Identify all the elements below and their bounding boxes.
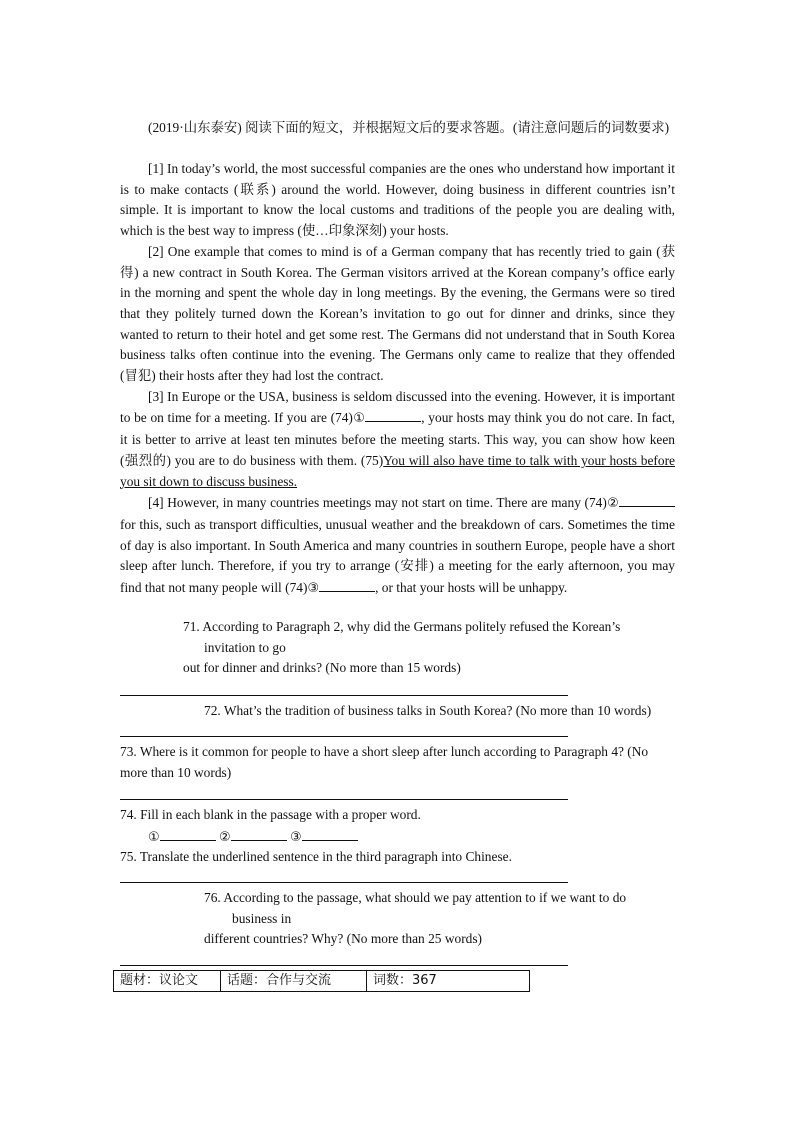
answer-line-71[interactable] xyxy=(120,695,568,696)
paragraph-1: [1] In today’s world, the most successful companies are the ones who understand how important it is to make contacts (联系) around the world. However, doing business in different countries isn’t simple. It is important to know the local customs and traditions of the people you are dealing with, which is the best way to impress (使…印象深刻) your hosts. xyxy=(120,161,675,239)
genre-cell: 题材：议论文 xyxy=(114,971,221,991)
word-count-cell: 词数：367 xyxy=(373,973,437,988)
question-74-blanks: ① ② ③ xyxy=(148,826,448,849)
topic-cell: 话题：合作与交流 xyxy=(221,971,367,991)
paragraph-2: [2] One example that comes to mind is of a German company that has recently tried to gain (获得) a new contract in South Korea. The German visitors arrived at the Korean company’s office early in the morning and spent the whole day in long meetings. By the evening, the Germans were so tired that they politely turned down the Korean’s invitation to go out for dinner and drinks, since they wanted to return to their hotel and get some rest. The Germans did not understand that in South Korea business talks often continue into the evening. The Germans only came to realize that they offended (冒犯) their hosts after they had lost the contract. xyxy=(120,243,675,384)
paragraph-4: [4] However, in many countries meetings may not start on time. There are many (74)② for this, such as transport difficulties, unusual weather and the breakdown of cars. Sometimes the time of day is also important. In South America and many countries in southern Europe, people have a short sleep after lunch. Therefore, if you try to arrange (安排) a meeting for the early afternoon, you may find that not many people will (74)③ , or that your hosts will be unhappy. xyxy=(120,492,675,600)
question-74: 74. Fill in each blank in the passage with a proper word. xyxy=(120,807,421,822)
question-73: 73. Where is it common for people to have a short sleep after lunch according to Paragraph 4? (No more than 10 words) xyxy=(120,744,649,780)
reading-passage xyxy=(120,159,675,600)
question-75: 75. Translate the underlined sentence in the third paragraph into Chinese. xyxy=(120,849,512,864)
blank-marker-3: ③ xyxy=(307,581,320,597)
answer-blank-3[interactable] xyxy=(302,826,358,841)
underlined-sentence: You will also have time to talk with your hosts before you sit down to discuss business. xyxy=(120,452,675,489)
answer-line-72[interactable] xyxy=(120,736,568,737)
blank-marker-1: ① xyxy=(352,411,366,427)
answer-blank-1[interactable] xyxy=(160,826,216,841)
answer-blank-2[interactable] xyxy=(231,826,287,841)
blank-2[interactable] xyxy=(619,492,675,507)
instruction-text: 阅读下面的短文，并根据短文后的要求答题。(请注意问题后的词数要求) xyxy=(241,120,670,135)
blank-3[interactable] xyxy=(319,577,375,592)
info-bar xyxy=(113,970,530,992)
blank-1[interactable] xyxy=(365,407,421,422)
question-72: 72. What’s the tradition of business talks in South Korea? (No more than 10 words) xyxy=(204,703,652,718)
answer-line-76[interactable] xyxy=(120,965,568,966)
instruction-header xyxy=(120,117,675,138)
blank-marker-2: ② xyxy=(606,496,619,512)
question-76: 76. According to the passage, what should we pay attention to if we want to do business in different countries? Why? (No more than 25 words) xyxy=(204,890,627,947)
source-label: (2019·山东泰安) xyxy=(148,120,242,135)
answer-line-73[interactable] xyxy=(120,799,568,800)
question-71: 71. According to Paragraph 2, why did the Germans politely refused the Korean’s invitation to go out for dinner and drinks? (No more than 15 words) xyxy=(183,619,621,676)
answer-line-75[interactable] xyxy=(120,882,568,883)
paragraph-3: [3] In Europe or the USA, business is seldom discussed into the evening. However, it is important to be on time for a meeting. If you are (74)① , your hosts may think you do not care. In fact, it is better to arrive at least ten minutes before the meeting starts. This way, you can show how keen (强烈的) you are to do business with them. (75)You will also have time to talk with your hosts before you sit down to discuss business. xyxy=(120,388,676,489)
